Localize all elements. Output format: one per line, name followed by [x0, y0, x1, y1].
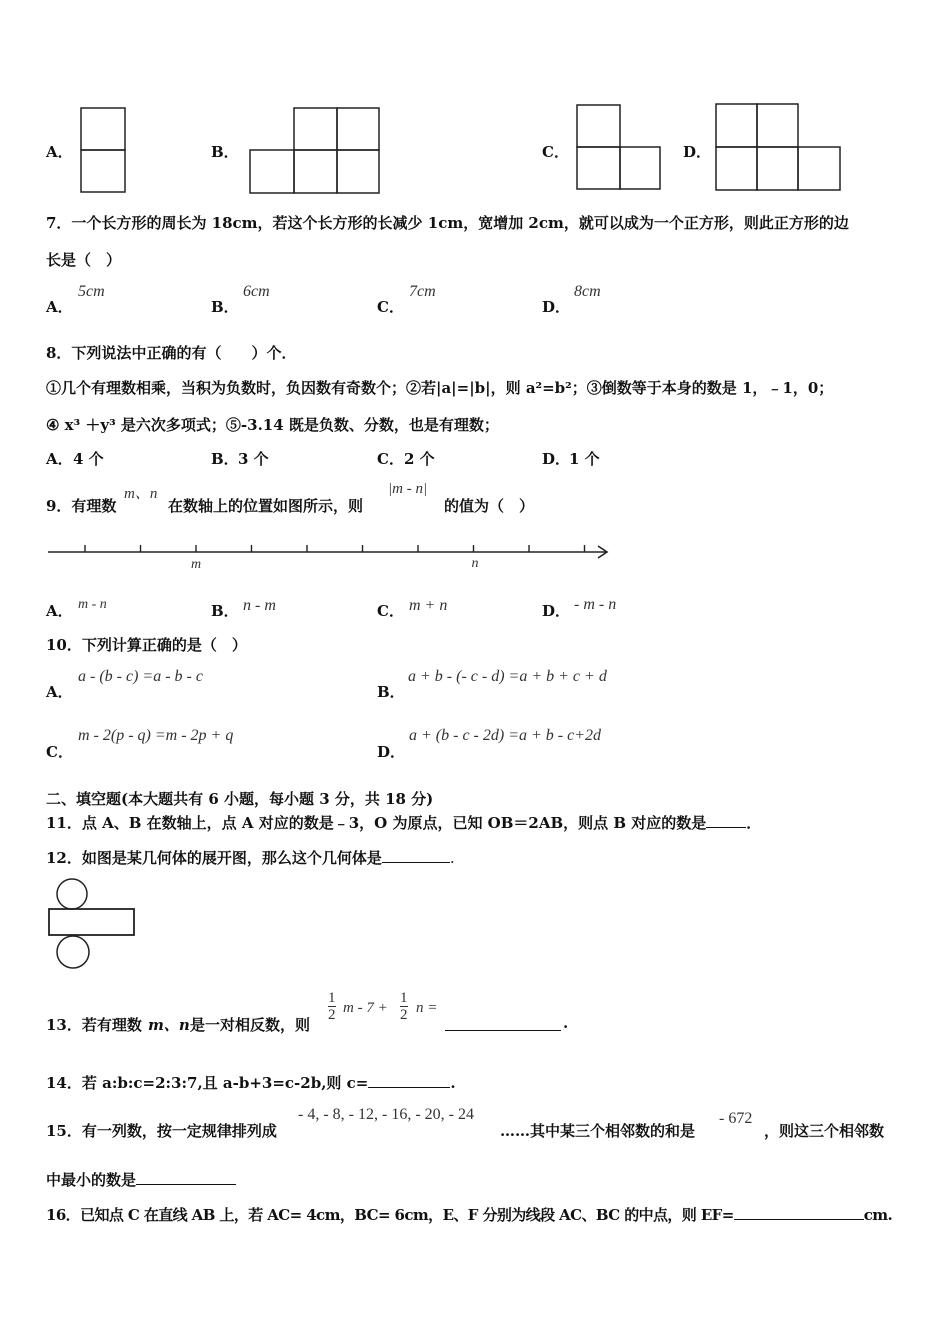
q9-option-b-label: B．: [211, 602, 239, 620]
q15-middle: ……其中某三个相邻数的和是: [500, 1122, 696, 1140]
q9-number-line: [46, 540, 612, 576]
q15-line2-text: 中最小的数是: [46, 1171, 137, 1189]
q8-option-b-value: 3 个: [238, 450, 269, 468]
q7-stem-line2: 长是（ ）: [46, 251, 122, 269]
q15-suffix: ，则这三个相邻数: [764, 1122, 885, 1140]
q12-end: .: [449, 849, 455, 867]
q10-option-a-label: A．: [46, 683, 73, 701]
q14-end: .: [450, 1074, 456, 1092]
q15-line2: [46, 1169, 236, 1190]
number-line-label-n: n: [471, 556, 479, 571]
q6-option-b-label: B．: [211, 143, 239, 161]
q6-option-b-figure: [247, 106, 381, 196]
q13-expr-mid: m - 7 +: [343, 1000, 388, 1016]
q8-option-a-label: A．: [46, 450, 73, 468]
q7-stem-line1: 7．一个长方形的周长为 18cm，若这个长方形的长减少 1cm，宽增加 2cm，就可以成为一个正方形，则此正方形的边: [46, 214, 849, 232]
q8-statement-line2: ④ x³ ＋y³ 是六次多项式；⑤-3.14 既是负数、分数，也是有理数；: [46, 416, 499, 434]
q14-question: [46, 1072, 456, 1093]
q7-option-c-value: 7cm: [409, 283, 436, 300]
q7-option-b-value: 6cm: [243, 283, 270, 300]
q10-option-d-value: a + (b - c - 2d) =a + b - c+2d: [409, 727, 602, 744]
q13-prefix: 13．若有理数: [46, 1016, 142, 1034]
q10-option-d-label: D．: [377, 743, 406, 761]
number-line-label-m: m: [190, 557, 202, 572]
q11-answer-blank[interactable]: [706, 827, 746, 828]
q7-option-c-label: C．: [377, 298, 404, 316]
q8-option-c-label: C．: [377, 450, 404, 468]
q6-option-a-figure: [78, 106, 128, 194]
q9-stem-middle: 在数轴上的位置如图所示，则: [168, 497, 364, 515]
q14-text: 14．若 a:b:c=2:3:7,且 a-b+3=c-2b,则 c=: [46, 1074, 369, 1092]
q10-option-c-value: m - 2(p - q) =m - 2p + q: [78, 727, 234, 744]
q9-stem-expr: |m - n|: [388, 481, 428, 497]
q15-sum: - 672: [719, 1110, 753, 1127]
q15-sequence: - 4, - 8, - 12, - 16, - 20, - 24: [298, 1106, 474, 1123]
net-bottom-circle: [57, 936, 89, 968]
q9-option-b-value: n - m: [243, 597, 276, 614]
q7-option-d-label: D．: [542, 298, 571, 316]
net-side-rectangle: [49, 909, 134, 935]
q10-stem: 10．下列计算正确的是（ ）: [46, 636, 247, 654]
q13-expr-end: n =: [416, 1000, 438, 1016]
q13-middle: 是一对相反数，则: [190, 1016, 311, 1034]
q11-question: [46, 812, 761, 833]
q9-stem-prefix: 9．有理数: [46, 497, 117, 515]
q13-fraction-2: $\frac{1}{2}$: [400, 990, 408, 1023]
number-line-ticks: [85, 545, 585, 552]
q7-option-a-label: A．: [46, 298, 73, 316]
net-top-circle: [57, 879, 87, 909]
q16-text: 16．已知点 C 在直线 AB 上，若 AC= 4cm，BC= 6cm，E、F 分别为线段 AC、BC 的中点，则 EF=: [46, 1206, 734, 1224]
q9-option-d-value: - m - n: [574, 596, 617, 613]
q14-answer-blank[interactable]: [368, 1087, 450, 1088]
q13-end: .: [563, 1014, 569, 1032]
q12-cylinder-net-figure: [46, 876, 138, 972]
q8-option-c-value: 2 个: [404, 450, 435, 468]
q6-option-d-figure: [713, 101, 845, 193]
q8-option-a-value: 4 个: [73, 450, 104, 468]
q11-end: ．: [746, 814, 762, 832]
q6-option-a-label: A．: [46, 143, 73, 161]
q16-answer-blank[interactable]: [734, 1219, 864, 1220]
q9-option-c-value: m + n: [409, 597, 448, 614]
q6-option-d-label: D．: [683, 143, 712, 161]
q12-answer-blank[interactable]: [382, 862, 450, 863]
q13-answer-blank[interactable]: [445, 1014, 561, 1031]
q8-stem: 8．下列说法中正确的有（ ）个．: [46, 344, 297, 362]
q6-option-c-figure: [574, 102, 664, 192]
q9-option-c-label: C．: [377, 602, 404, 620]
q9-stem-vars: m、n: [124, 486, 158, 502]
q7-option-b-label: B．: [211, 298, 239, 316]
q10-option-a-value: a - (b - c) =a - b - c: [78, 668, 203, 685]
q12-question: [46, 847, 455, 868]
q16-end: cm.: [863, 1206, 893, 1224]
q9-stem-suffix: 的值为（ ）: [444, 497, 535, 515]
q12-text: 12．如图是某几何体的展开图，那么这个几何体是: [46, 849, 382, 867]
q6-option-c-label: C．: [542, 143, 569, 161]
section-title-fill-in: 二、填空题(本大题共有 6 小题，每小题 3 分，共 18 分): [46, 790, 434, 808]
q9-option-d-label: D．: [542, 602, 571, 620]
q13-fraction-1: $\frac{1}{2}$: [328, 990, 336, 1023]
q9-option-a-label: A．: [46, 602, 73, 620]
q10-option-c-label: C．: [46, 743, 73, 761]
q10-option-b-value: a + b - (- c - d) =a + b + c + d: [408, 668, 607, 685]
q8-statement-line1: ①几个有理数相乘，当积为负数时，负因数有奇数个；②若|a|=|b|，则 a²=b²；③倒数等于本身的数是 1，﹣1，0；: [46, 379, 834, 397]
q8-option-d-label: D．: [542, 450, 571, 468]
q15-prefix: 15．有一列数，按一定规律排列成: [46, 1122, 277, 1140]
q13-vars: m、n: [148, 1016, 190, 1034]
q11-text: 11．点 A、B 在数轴上，点 A 对应的数是﹣3，O 为原点，已知 OB＝2AB，则点 B 对应的数是: [46, 814, 707, 832]
q15-answer-blank[interactable]: [136, 1184, 236, 1185]
q7-option-d-value: 8cm: [574, 283, 601, 300]
q7-option-a-value: 5cm: [78, 283, 105, 300]
q10-option-b-label: B．: [377, 683, 405, 701]
q16-question: [46, 1204, 892, 1225]
q8-option-b-label: B．: [211, 450, 239, 468]
q8-option-d-value: 1 个: [569, 450, 600, 468]
q9-option-a-value: m - n: [78, 597, 107, 612]
